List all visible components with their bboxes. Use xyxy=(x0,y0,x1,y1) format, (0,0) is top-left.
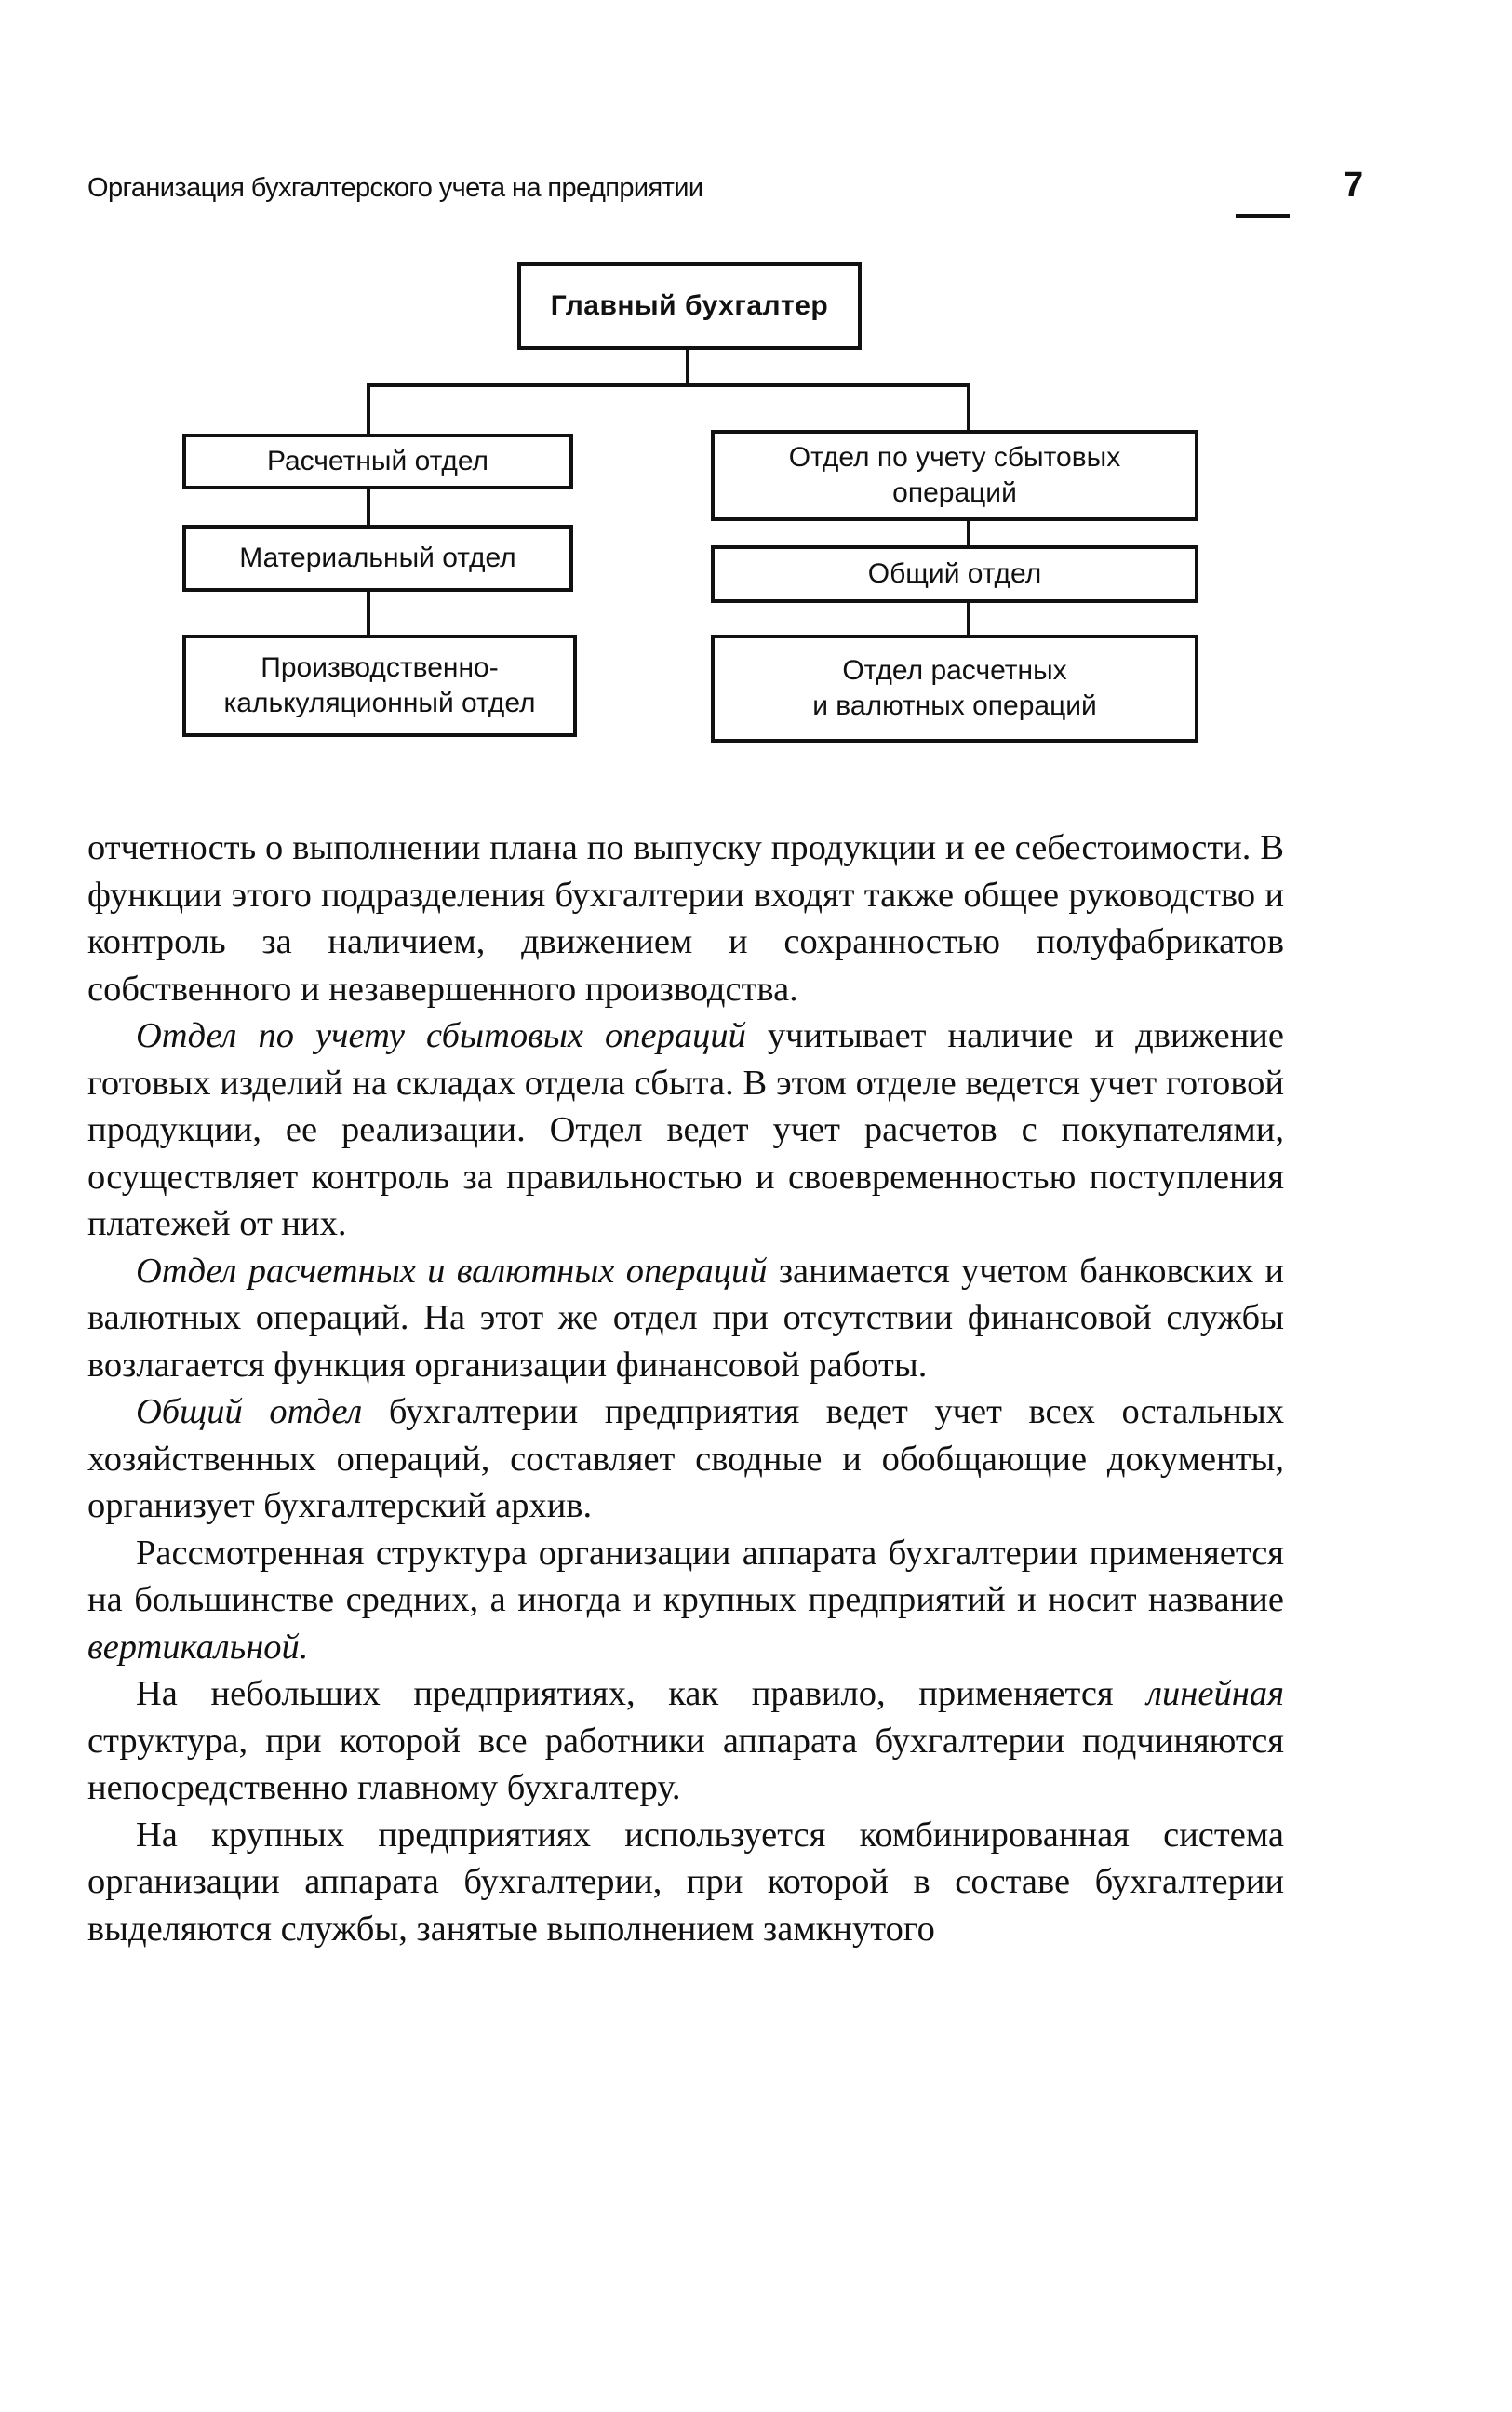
connector-left-2-3 xyxy=(367,590,370,636)
body-text xyxy=(87,824,1284,1952)
paragraph-3-text: занимается учетом банковских и валютных операций. На этот же отдел при отсутствии финансовой службы возлагается функция организации финансовой работы. xyxy=(87,1251,1284,1385)
paragraph-4-text: бухгалтерии предприятия ведет учет всех остальных хозяйственных операций, составляет сводные и обобщающие документы, организует бухгалтерский архив. xyxy=(87,1392,1284,1525)
header-title: Организация бухгалтерского учета на предприятии xyxy=(87,173,703,203)
paragraph-5-term: вертикальной. xyxy=(87,1627,309,1667)
paragraph-3-term: Отдел расчетных и валютных операций xyxy=(136,1251,768,1291)
settlement-department-box xyxy=(182,434,573,489)
production-costing-label-line2: калькуляционный отдел xyxy=(223,688,536,718)
connector-left-drop xyxy=(367,383,370,436)
settlement-department-label: Расчетный отдел xyxy=(266,446,489,476)
paragraph-7 xyxy=(87,1812,1284,1953)
general-department-box xyxy=(711,545,1198,603)
connector-horizontal xyxy=(367,383,970,387)
running-header xyxy=(87,166,1364,220)
connector-root-down xyxy=(686,346,689,385)
settlement-currency-label-line2: и валютных операций xyxy=(812,690,1097,721)
production-costing-department-box xyxy=(182,635,577,737)
production-costing-label-line1: Производственно- xyxy=(261,652,499,683)
chief-accountant-box xyxy=(517,262,862,350)
general-department-label: Общий отдел xyxy=(867,558,1042,589)
paragraph-6-term: линейная xyxy=(1146,1674,1284,1713)
sales-operations-department-box xyxy=(711,430,1198,521)
paragraph-5-text: Рассмотренная структура организации аппарата бухгалтерии применяется на большинстве средних, а иногда и крупных предприятий и носит название xyxy=(87,1533,1284,1619)
paragraph-1-text: отчетность о выполнении плана по выпуску продукции и ее себестоимости. В функции этого подразделения бухгалтерии входят также общее руководство и контроль за наличием, движением и сохранностью полуфабрикатов собственного и незавершенного производства. xyxy=(87,828,1284,1009)
paragraph-2 xyxy=(87,1012,1284,1248)
paragraph-4 xyxy=(87,1388,1284,1530)
paragraph-2-term: Отдел по учету сбытовых операций xyxy=(136,1016,746,1055)
connector-right-2-3 xyxy=(967,601,970,636)
page-number: 7 xyxy=(1344,166,1364,205)
paragraph-4-term: Общий отдел xyxy=(136,1392,363,1431)
sales-operations-label-line1: Отдел по учету сбытовых xyxy=(788,442,1121,473)
connector-left-1-2 xyxy=(367,486,370,527)
paragraph-1 xyxy=(87,824,1284,1012)
paragraph-6-text-rest: структура, при которой все работники аппарата бухгалтерии подчиняются непосредственно главному бухгалтеру. xyxy=(87,1721,1284,1807)
settlement-currency-label-line1: Отдел расчетных xyxy=(842,655,1067,686)
sales-operations-label-line2: операций xyxy=(892,477,1017,508)
paragraph-5 xyxy=(87,1530,1284,1671)
paragraph-3 xyxy=(87,1248,1284,1389)
material-department-box xyxy=(182,525,573,592)
paragraph-6 xyxy=(87,1670,1284,1812)
page-number-rule xyxy=(1236,214,1290,218)
chief-accountant-label: Главный бухгалтер xyxy=(550,290,829,321)
paragraph-2-text: учитывает наличие и движение готовых изделий на складах отдела сбыта. В этом отделе ведется учет готовой продукции, ее реализации. Отдел ведет учет расчетов с покупателями, осуществляет контроль за правильностью и своевременностью поступления платежей от них. xyxy=(87,1016,1284,1243)
paragraph-7-text: На крупных предприятиях используется комбинированная система организации аппарата бухгалтерии, при которой в составе бухгалтерии выделяются службы, занятые выполнением замкнутого xyxy=(87,1815,1284,1949)
connector-right-1-2 xyxy=(967,519,970,547)
paragraph-6-text-start: На небольших предприятиях, как правило, применяется xyxy=(136,1674,1147,1713)
material-department-label: Материальный отдел xyxy=(239,543,516,573)
connector-right-drop xyxy=(967,383,970,432)
settlement-currency-department-box xyxy=(711,635,1198,743)
